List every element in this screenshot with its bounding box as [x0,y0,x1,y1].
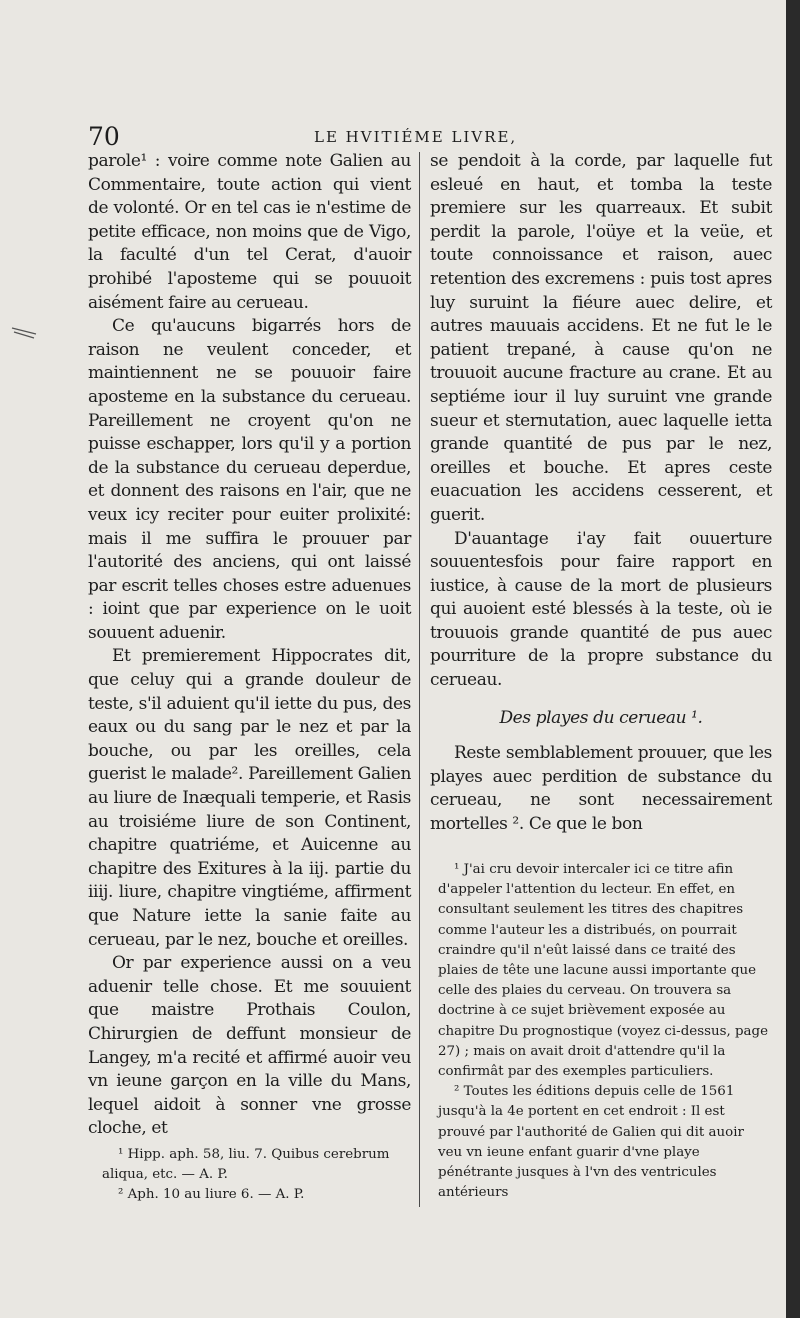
footnote: ² Toutes les éditions depuis celle de 1561 jusqu'à la 4e portent en cet endroit : Il est prouvé par l'authorité de Galien qui dit auoir veu vn ieune enfant guarir d'vne playe pénétrante jusques à l'vn des ventricules antérieurs [438,1084,744,1201]
footnote: ¹ Hipp. aph. 58, liu. 7. Quibus cerebrum aliqua, etc. — A. P. [102,1147,390,1183]
page-edge [786,0,800,1318]
section-heading: Des playes du cerueau ¹. [499,707,703,728]
paragraph: Or par experience aussi on a veu aduenir telle chose. Et me souuient que maistre Prothais Coulon, Chirurgien de deffunt monsieur de Langey, m'a recité et affirmé auoir veu vn ieune garçon en la ville du Mans, lequel aidoit à sonner vne grosse cloche, et [88,953,411,1139]
margin-mark-icon [10,318,40,348]
paragraph: parole¹ : voire comme note Galien au Commentaire, toute action qui vient de volonté. Or en tel cas ie n'estime de petite efficace, non moins que de Vigo, la faculté d'un tel Cerat, d'auoir prohibé l'aposteme qui se pouuoit aisément faire au cerueau. [88,151,411,313]
footnote: ¹ J'ai cru devoir intercaler ici ce titre afin d'appeler l'attention du lecteur. En effet, en consultant seulement les titres des chapitres comme l'auteur les a distribués, on pourrait craindre qu'il n'eût laissé dans ce traité des plaies de tête une lacune aussi importante que celle des plaies du cerveau. On trouvera sa doctrine à ce sujet brièvement exposée au chapitre Du prognostique (voyez ci-dessus, page 27) ; mais on avait droit d'attendre qu'il la confirmât par des exemples particuliers. [438,862,769,1080]
footnote: ² Aph. 10 au liure 6. — A. P. [118,1187,305,1203]
right-column [430,150,772,837]
paragraph: Et premierement Hippocrates dit, que celuy qui a grande douleur de teste, s'il aduient qu'il iette du pus, des eaux ou du sang par le nez et par la bouche, ou par les oreilles, cela guerist le malade². Pareillement Galien au liure de Inæquali temperie, et Rasis au troisiéme liure de son Continent, chapitre quatriéme, et Auicenne au chapitre des Exitures à la iij. partie du iiij. liure, chapitre vingtiéme, affirment que Nature iette la sanie faite au cerueau, par le nez, bouche et oreilles. [88,646,411,950]
running-title: LE HVITIÉME LIVRE, [314,128,518,146]
paragraph: D'auantage i'ay fait ouuerture souuentesfois pour faire rapport en iustice, à cause de la mort de plusieurs qui auoient esté blessés à la teste, où ie trouuois grande quantité de pus auec pourriture de la propre substance du cerueau. [430,528,772,691]
page-header [88,122,758,152]
paragraph: se pendoit à la corde, par laquelle fut esleué en haut, et tomba la teste premiere sur les quarreaux. Et subit perdit la parole, l'oüye et la veüe, et toute connoissance et raison, auec retention des excremens : puis tost apres luy suruint la fiéure auec delire, et autres mauuais accidens. Et ne fut le le patient trepané, à cause qu'on ne trouuoit aucune fracture au crane. Et au septiéme iour il luy suruint vne grande sueur et sternutation, auec laquelle ietta grande quantité de pus par le nez, oreilles et bouche. Et apres ceste euacuation les accidens cesserent, et guerit. [430,151,772,525]
right-footnotes [438,860,772,1203]
paragraph: Ce qu'aucuns bigarrés hors de raison ne veulent conceder, et maintiennent ne se pouuoir faire aposteme en la substance du cerueau. Pareillement ne croyent qu'on ne puisse eschapper, lors qu'il y a portion de la substance du cerueau deperdue, et donnent des raisons en l'air, que ne veux icy reciter pour euiter prolixité: mais il me suffira le prouuer par l'autorité des anciens, qui ont laissé par escrit telles choses estre aduenues : ioint que par experience on le uoit souuent aduenir. [88,316,411,643]
left-column [88,150,411,1141]
left-footnotes [102,1145,414,1206]
page-number: 70 [88,122,120,151]
column-divider [419,152,420,1207]
paragraph: Reste semblablement prouuer, que les playes auec perdition de substance du cerueau, ne sont necessairement mortelles ². Ce que le bon [430,743,772,835]
